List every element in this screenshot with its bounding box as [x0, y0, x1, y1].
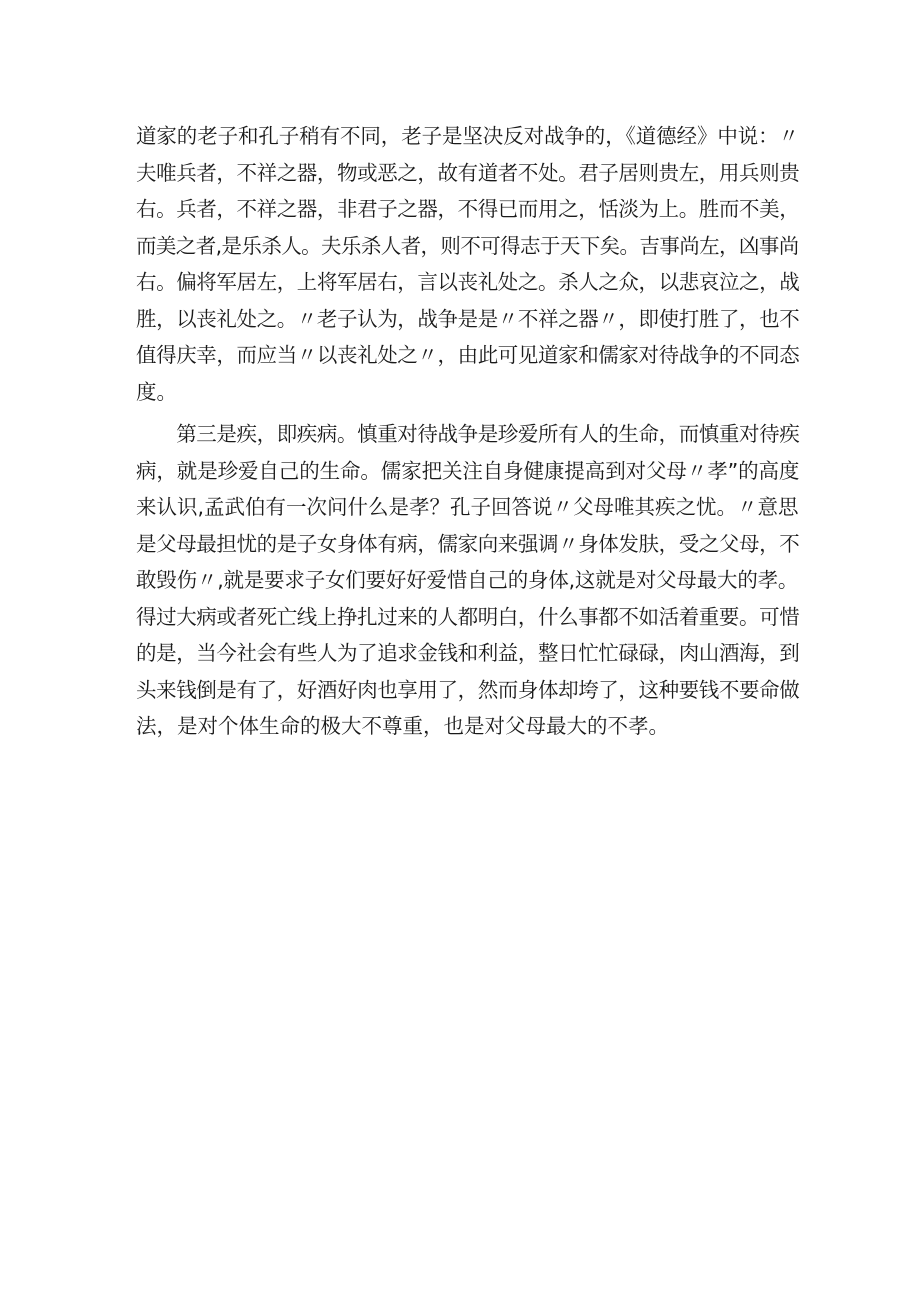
document-body — [136, 118, 800, 745]
text-line: 来认识,孟武伯有一次问什么是孝？孔子回答说〃父母唯其疾之忧。〃意思 — [136, 495, 799, 519]
text-line: 敢毁伤〃,就是要求子女们要好好爱惜自己的身体,这就是对父母最大的孝。 — [136, 568, 799, 592]
text-line: 值得庆幸，而应当〃以丧礼处之〃，由此可见道家和儒家对待战争的不同态 — [136, 343, 800, 367]
text-line: 病，就是珍爱自己的生命。儒家把关注自身健康提高到对父母〃孝”的高度 — [136, 458, 800, 483]
text-line: 夫唯兵者，不祥之器，物或恶之，故有道者不处。君子居则贵左，用兵则贵 — [136, 160, 800, 185]
text-line: 是父母最担忧的是子女身体有病，儒家向来强调〃身体发肤，受之父母，不 — [136, 531, 800, 556]
text-line: 头来钱倒是有了，好酒好肉也享用了，然而身体却垮了，这种要钱不要命做 — [136, 677, 800, 702]
text-line: 胜，以丧礼处之。〃老子认为，战争是是〃不祥之器〃，即使打胜了，也不 — [136, 306, 800, 331]
paragraph-illness — [136, 416, 800, 745]
text-line: 得过大病或者死亡线上挣扎过来的人都明白，什么事都不如活着重要。可惜 — [136, 604, 800, 629]
text-line: 第三是疾，即疾病。慎重对待战争是珍爱所有人的生命，而慎重对待疾 — [136, 422, 800, 446]
text-line: 法，是对个体生命的极大不尊重，也是对父母最大的不孝。 — [136, 714, 669, 738]
text-line: 的是，当今社会有些人为了追求金钱和利益，整日忙忙碌碌，肉山酒海，到 — [136, 641, 800, 665]
text-line: 度。 — [136, 379, 177, 404]
text-line: 右。兵者，不祥之器，非君子之器，不得已而用之，恬淡为上。胜而不美， — [136, 197, 800, 221]
text-line: 而美之者,是乐杀人。夫乐杀人者，则不可得志于天下矣。吉事尚左，凶事尚 — [136, 233, 799, 258]
paragraph-laozi-war — [136, 118, 800, 410]
text-line: 道家的老子和孔子稍有不同，老子是坚决反对战争的，《道德经》中说：〃 — [136, 124, 799, 148]
text-line: 右。偏将军居左，上将军居右，言以丧礼处之。杀人之众，以悲哀泣之，战 — [136, 270, 800, 294]
